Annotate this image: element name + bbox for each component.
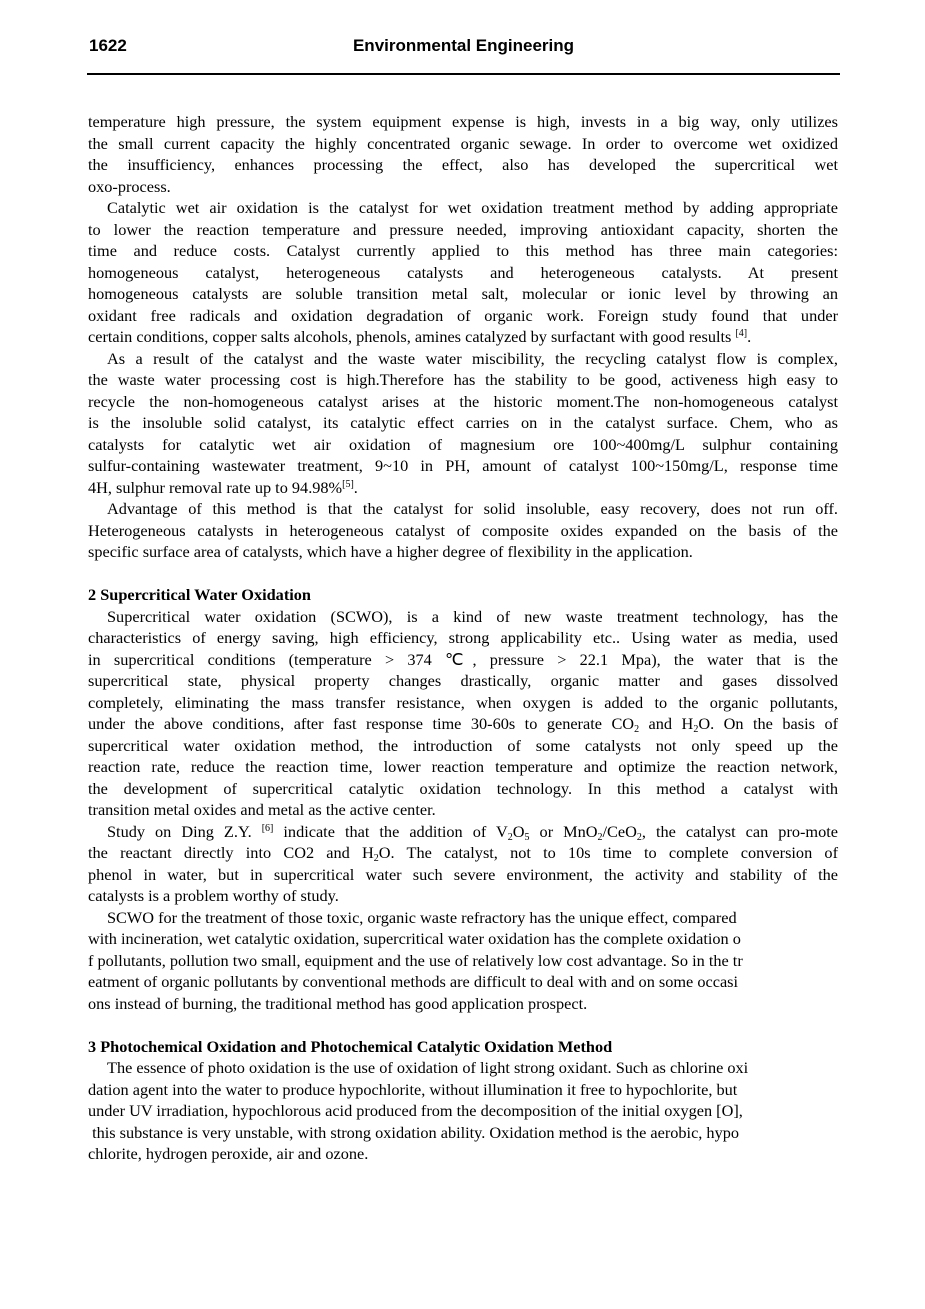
journal-title: Environmental Engineering [352, 36, 575, 55]
text-line: sulfur-containing wastewater treatment, 9~10 in PH, amount of catalyst 100~150mg/L, response time [88, 456, 838, 475]
text-line: As a result of the catalyst and the waste water miscibility, the recycling catalyst flow is complex, [107, 348, 838, 368]
article-body [88, 111, 838, 1165]
text-line: temperature high pressure, the system equipment expense is high, invests in a big way, only utilizes [88, 112, 838, 131]
text-line: supercritical state, physical property changes drastically, organic matter and gases dissolved [88, 671, 838, 690]
section-heading: 3 Photochemical Oxidation and Photochemical Catalytic Oxidation Method [88, 1036, 613, 1056]
paragraph [88, 606, 838, 821]
text-line: transition metal oxides and metal as the active center. [88, 800, 436, 819]
text-line: Study on Ding Z.Y. [6] indicate that the addition of $V_2O_5$ or MnO$_2$/CeO$_2$, the catalyst can pro-mote [107, 821, 838, 843]
text-line: specific surface area of catalysts, which have a higher degree of flexibility in the application. [88, 542, 693, 561]
header-rule [87, 73, 840, 75]
text-line: f pollutants, pollution two small, equipment and the use of relatively low cost advantage. So in the tr [88, 950, 743, 970]
text-line: completely, eliminating the mass transfer resistance, when oxygen is added to the organic pollutants, [88, 692, 838, 712]
text-line: The essence of photo oxidation is the use of oxidation of light strong oxidant. Such as chlorine oxi [107, 1058, 749, 1077]
text-line: homogeneous catalysts are soluble transition metal salt, molecular or ionic level by throwing an [88, 284, 838, 303]
paragraph [88, 197, 838, 348]
text-line: reaction rate, reduce the reaction time, lower reaction temperature and optimize the reaction network, [88, 757, 838, 776]
paragraph [88, 111, 838, 197]
text-line: catalysts for catalytic wet air oxidation of magnesium ore 100~400mg/L sulphur containing [88, 434, 838, 454]
text-line: characteristics of energy saving, high efficiency, strong applicability etc.. Using water as media, used [88, 628, 838, 647]
text-line: with incineration, wet catalytic oxidation, supercritical water oxidation has the complete oxidation o [88, 929, 741, 948]
text-line: time and reduce costs. Catalyst currently applied to this method has three main categories: [88, 241, 838, 260]
text-line: the development of supercritical catalytic oxidation technology. In this method a catalyst with [88, 778, 838, 798]
text-line: certain conditions, copper salts alcohols, phenols, amines catalyzed by surfactant with good results [4]. [88, 327, 752, 346]
section-heading: 2 Supercritical Water Oxidation [88, 585, 311, 604]
running-header [87, 34, 840, 58]
text-line: homogeneous catalyst, heterogeneous catalysts and heterogeneous catalysts. At present [88, 262, 838, 282]
paragraph [88, 821, 838, 907]
citation: [6] [261, 822, 274, 834]
page-number: 1622 [89, 36, 127, 55]
text-line: the waste water processing cost is high.Therefore has the stability to be good, activeness high easy to [88, 370, 838, 389]
text-line: this substance is very unstable, with strong oxidation ability. Oxidation method is the aerobic, hypo [88, 1122, 739, 1142]
text-line: Heterogeneous catalysts in heterogeneous catalyst of composite oxides expanded on the basis of the [88, 520, 838, 540]
text-line: ons instead of burning, the traditional method has good application prospect. [88, 993, 588, 1013]
paragraph [88, 907, 838, 1015]
text-line: SCWO for the treatment of those toxic, organic waste refractory has the unique effect, compared [107, 907, 737, 927]
paragraph [88, 498, 838, 563]
text-line: under UV irradiation, hypochlorous acid produced from the decomposition of the initial oxygen [O], [88, 1101, 743, 1120]
text-line: supercritical water oxidation method, the introduction of some catalysts not only speed up the [88, 735, 838, 755]
text-line: the insufficiency, enhances processing the effect, also has developed the supercritical wet [88, 155, 838, 174]
text-line: eatment of organic pollutants by conventional methods are difficult to deal with and on some occasi [88, 972, 739, 991]
spacer [88, 563, 838, 585]
text-line: oxidant free radicals and oxidation degradation of organic work. Foreign study found that under [88, 305, 838, 325]
text-line: catalysts is a problem worthy of study. [88, 886, 339, 905]
text-line: phenol in water, but in supercritical water such severe environment, the activity and stability of the [88, 864, 838, 884]
text-line: Supercritical water oxidation (SCWO), is a kind of new waste treatment technology, has the [107, 606, 838, 626]
text-line: in supercritical conditions (temperature > 374 ℃, pressure > 22.1 Mpa), the water that is the [88, 649, 838, 669]
text-line: Catalytic wet air oxidation is the catalyst for wet oxidation treatment method by adding appropriate [107, 198, 838, 217]
text-line: the reactant directly into CO2 and $H_2O$. The catalyst, not to 10s time to complete conversion of [88, 843, 838, 864]
text-line: under the above conditions, after fast response time 30-60s to generate $CO_2$ and $H_2O$. On the basis of [88, 714, 839, 735]
text-line: chlorite, hydrogen peroxide, air and ozone. [88, 1144, 369, 1163]
text-line: recycle the non-homogeneous catalyst arises at the historic moment.The non-homogeneous catalyst [88, 391, 838, 411]
text-line: the small current capacity the highly concentrated organic sewage. In order to overcome wet oxidized [88, 133, 838, 153]
paragraph [88, 348, 838, 499]
text-line: is the insoluble solid catalyst, its catalytic effect carries on in the catalyst surface. Chem, who as [88, 413, 838, 432]
text-line: to lower the reaction temperature and pressure needed, improving antioxidant capacity, shorten the [88, 219, 838, 239]
spacer [88, 1014, 838, 1036]
text-line: 4H, sulphur removal rate up to 94.98%[5]. [88, 477, 358, 497]
citation: [4] [735, 328, 748, 339]
text-line: Advantage of this method is that the catalyst for solid insoluble, easy recovery, does not run off. [107, 499, 838, 518]
paragraph [88, 1057, 838, 1165]
text-line: oxo-process. [88, 176, 171, 196]
text-line: dation agent into the water to produce hypochlorite, without illumination it free to hypochlorite, but [88, 1079, 738, 1099]
citation: [5] [342, 478, 354, 490]
